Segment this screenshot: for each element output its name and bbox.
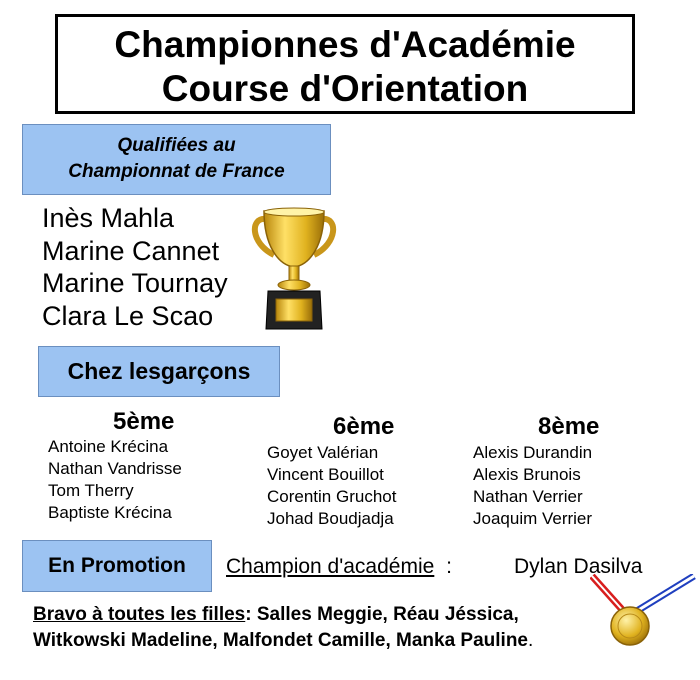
grade-heading-6: 6ème <box>333 413 395 440</box>
list-item: Corentin Gruchot <box>267 487 397 506</box>
list-item: Vincent Bouillot <box>267 465 384 484</box>
list-item: Nathan Verrier <box>473 487 583 506</box>
bravo-line-1 <box>33 602 533 628</box>
list-item: Marine Tournay <box>42 268 228 298</box>
title-line-1: Championnes d'Académie <box>114 24 576 65</box>
bravo-label: Bravo à toutes les filles <box>33 604 246 625</box>
champion-line <box>226 555 452 579</box>
grade-8-names <box>473 442 592 530</box>
list-item: Marine Cannet <box>42 235 220 266</box>
bravo-names-2: Witkowski Madeline, Malfondet Camille, Manka Pauline <box>33 630 528 651</box>
bravo-end: . <box>528 630 534 651</box>
list-item: Alexis Durandin <box>473 443 593 462</box>
grade-heading-5: 5ème <box>113 408 175 435</box>
bravo-text <box>33 602 533 654</box>
qualified-heading-line-2: Championnat de France <box>68 161 285 182</box>
trophy-icon <box>248 205 340 333</box>
grade-5-names <box>48 436 182 524</box>
bravo-names-1: Salles Meggie, Réau Jéssica, <box>256 604 519 625</box>
qualified-heading-box <box>22 124 331 195</box>
list-item: Inès Mahla <box>42 203 175 233</box>
qualified-names-list <box>42 202 228 332</box>
list-item: Nathan Vandrisse <box>48 459 182 478</box>
list-item: Alexis Brunois <box>473 465 581 484</box>
list-item: Goyet Valérian <box>267 443 379 462</box>
list-item: Johad Boudjadja <box>267 509 394 528</box>
bravo-line-2 <box>33 628 533 654</box>
champion-separator: : <box>446 555 452 578</box>
grade-heading-8: 8ème <box>538 413 600 440</box>
boys-heading: Chez lesgarçons <box>67 358 251 384</box>
grade-6-names <box>267 442 396 530</box>
bravo-colon: : <box>245 604 252 625</box>
list-item: Joaquim Verrier <box>473 509 593 528</box>
list-item: Baptiste Krécina <box>48 503 172 522</box>
qualified-heading-line-1: Qualifiées au <box>117 135 236 156</box>
list-item: Antoine Krécina <box>48 437 169 456</box>
list-item: Clara Le Scao <box>42 300 214 331</box>
champion-name: Dylan Dasilva <box>514 555 643 578</box>
page-title <box>55 14 635 114</box>
promotion-heading-box <box>22 540 212 592</box>
promotion-heading: En Promotion <box>48 554 186 577</box>
title-line-2: Course d'Orientation <box>161 68 529 109</box>
medal-icon <box>590 574 698 648</box>
list-item: Tom Therry <box>48 481 134 500</box>
boys-heading-box <box>38 346 280 397</box>
champion-label: Champion d'académie <box>226 555 435 578</box>
